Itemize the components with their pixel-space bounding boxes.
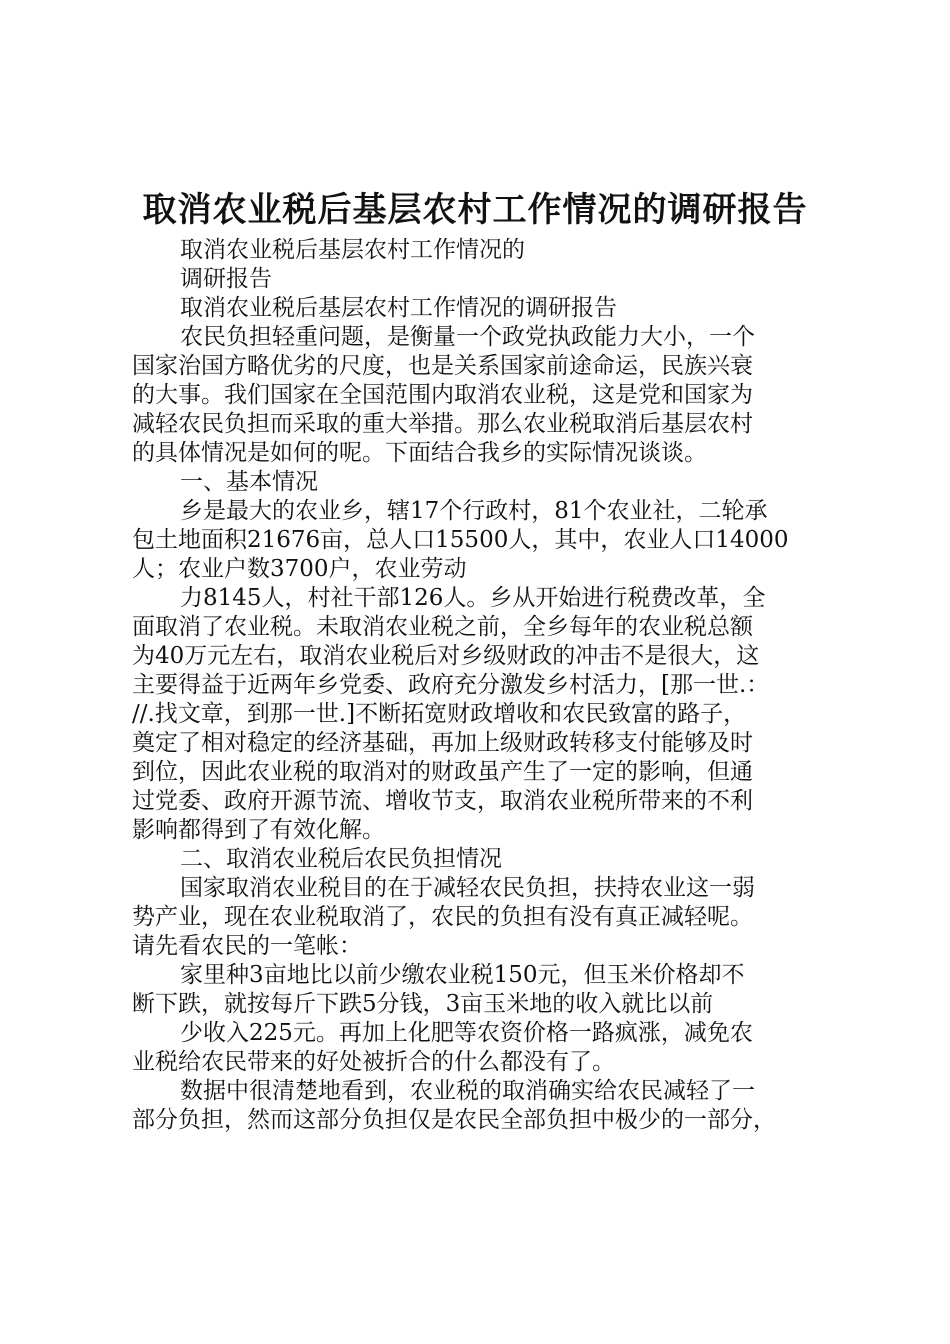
paragraph-line: 奠定了相对稳定的经济基础，再加上级财政转移支付能够及时 <box>132 730 753 756</box>
paragraph-line: 势产业，现在农业税取消了，农民的负担有没有真正减轻呢。 <box>132 904 753 930</box>
paragraph-line: 业税给农民带来的好处被折合的什么都没有了。 <box>132 1049 615 1075</box>
section-heading-2: 二、取消农业税后农民负担情况 <box>180 846 502 872</box>
paragraph-line: 请先看农民的一笔帐： <box>132 933 362 959</box>
section-heading-1: 一、基本情况 <box>180 469 318 495</box>
paragraph-line: 面取消了农业税。未取消农业税之前，全乡每年的农业税总额 <box>132 614 753 640</box>
paragraph-line: 部分负担，然而这部分负担仅是农民全部负担中极少的一部分， <box>132 1107 776 1133</box>
document-title: 取消农业税后基层农村工作情况的调研报告 <box>142 190 808 230</box>
paragraph-line: 少收入225元。再加上化肥等农资价格一路疯涨，减免农 <box>180 1020 753 1046</box>
paragraph-line: 的具体情况是如何的呢。下面结合我乡的实际情况谈谈。 <box>132 440 707 466</box>
paragraph-line: 的大事。我们国家在全国范围内取消农业税，这是党和国家为 <box>132 382 753 408</box>
paragraph-line: 主要得益于近两年乡党委、政府充分激发乡村活力，[那一世.： <box>132 672 770 698</box>
paragraph-line: 到位，因此农业税的取消对的财政虽产生了一定的影响，但通 <box>132 759 753 785</box>
paragraph-line: 减轻农民负担而采取的重大举措。那么农业税取消后基层农村 <box>132 411 753 437</box>
repeated-title-line: 取消农业税后基层农村工作情况的调研报告 <box>180 295 617 321</box>
paragraph-line: 人；农业户数3700户，农业劳动 <box>132 556 467 582</box>
paragraph-line: 断下跌，就按每斤下跌5分钱，3亩玉米地的收入就比以前 <box>132 991 714 1017</box>
paragraph-line: 为40万元左右，取消农业税后对乡级财政的冲击不是很大，这 <box>132 643 760 669</box>
paragraph-line: //.找文章，到那一世.]不断拓宽财政增收和农民致富的路子， <box>132 701 747 727</box>
subtitle-line-1: 取消农业税后基层农村工作情况的 <box>180 237 525 263</box>
subtitle-line-2: 调研报告 <box>180 266 272 292</box>
paragraph-line: 农民负担轻重问题，是衡量一个政党执政能力大小，一个 <box>180 324 755 350</box>
paragraph-line: 数据中很清楚地看到，农业税的取消确实给农民减轻了一 <box>180 1078 755 1104</box>
paragraph-line: 家里种3亩地比以前少缴农业税150元，但玉米价格却不 <box>180 962 745 988</box>
paragraph-line: 国家治国方略优劣的尺度，也是关系国家前途命运，民族兴衰 <box>132 353 753 379</box>
document-body <box>132 236 832 1135</box>
paragraph-line: 影响都得到了有效化解。 <box>132 817 385 843</box>
paragraph-line: 过党委、政府开源节流、增收节支，取消农业税所带来的不利 <box>132 788 753 814</box>
paragraph-line: 乡是最大的农业乡，辖17个行政村，81个农业社，二轮承 <box>180 498 768 524</box>
paragraph-line: 国家取消农业税目的在于减轻农民负担，扶持农业这一弱 <box>180 875 755 901</box>
paragraph-line: 包土地面积21676亩，总人口15500人，其中，农业人口14000 <box>132 527 789 553</box>
paragraph-line: 力8145人，村社干部126人。乡从开始进行税费改革，全 <box>180 585 766 611</box>
